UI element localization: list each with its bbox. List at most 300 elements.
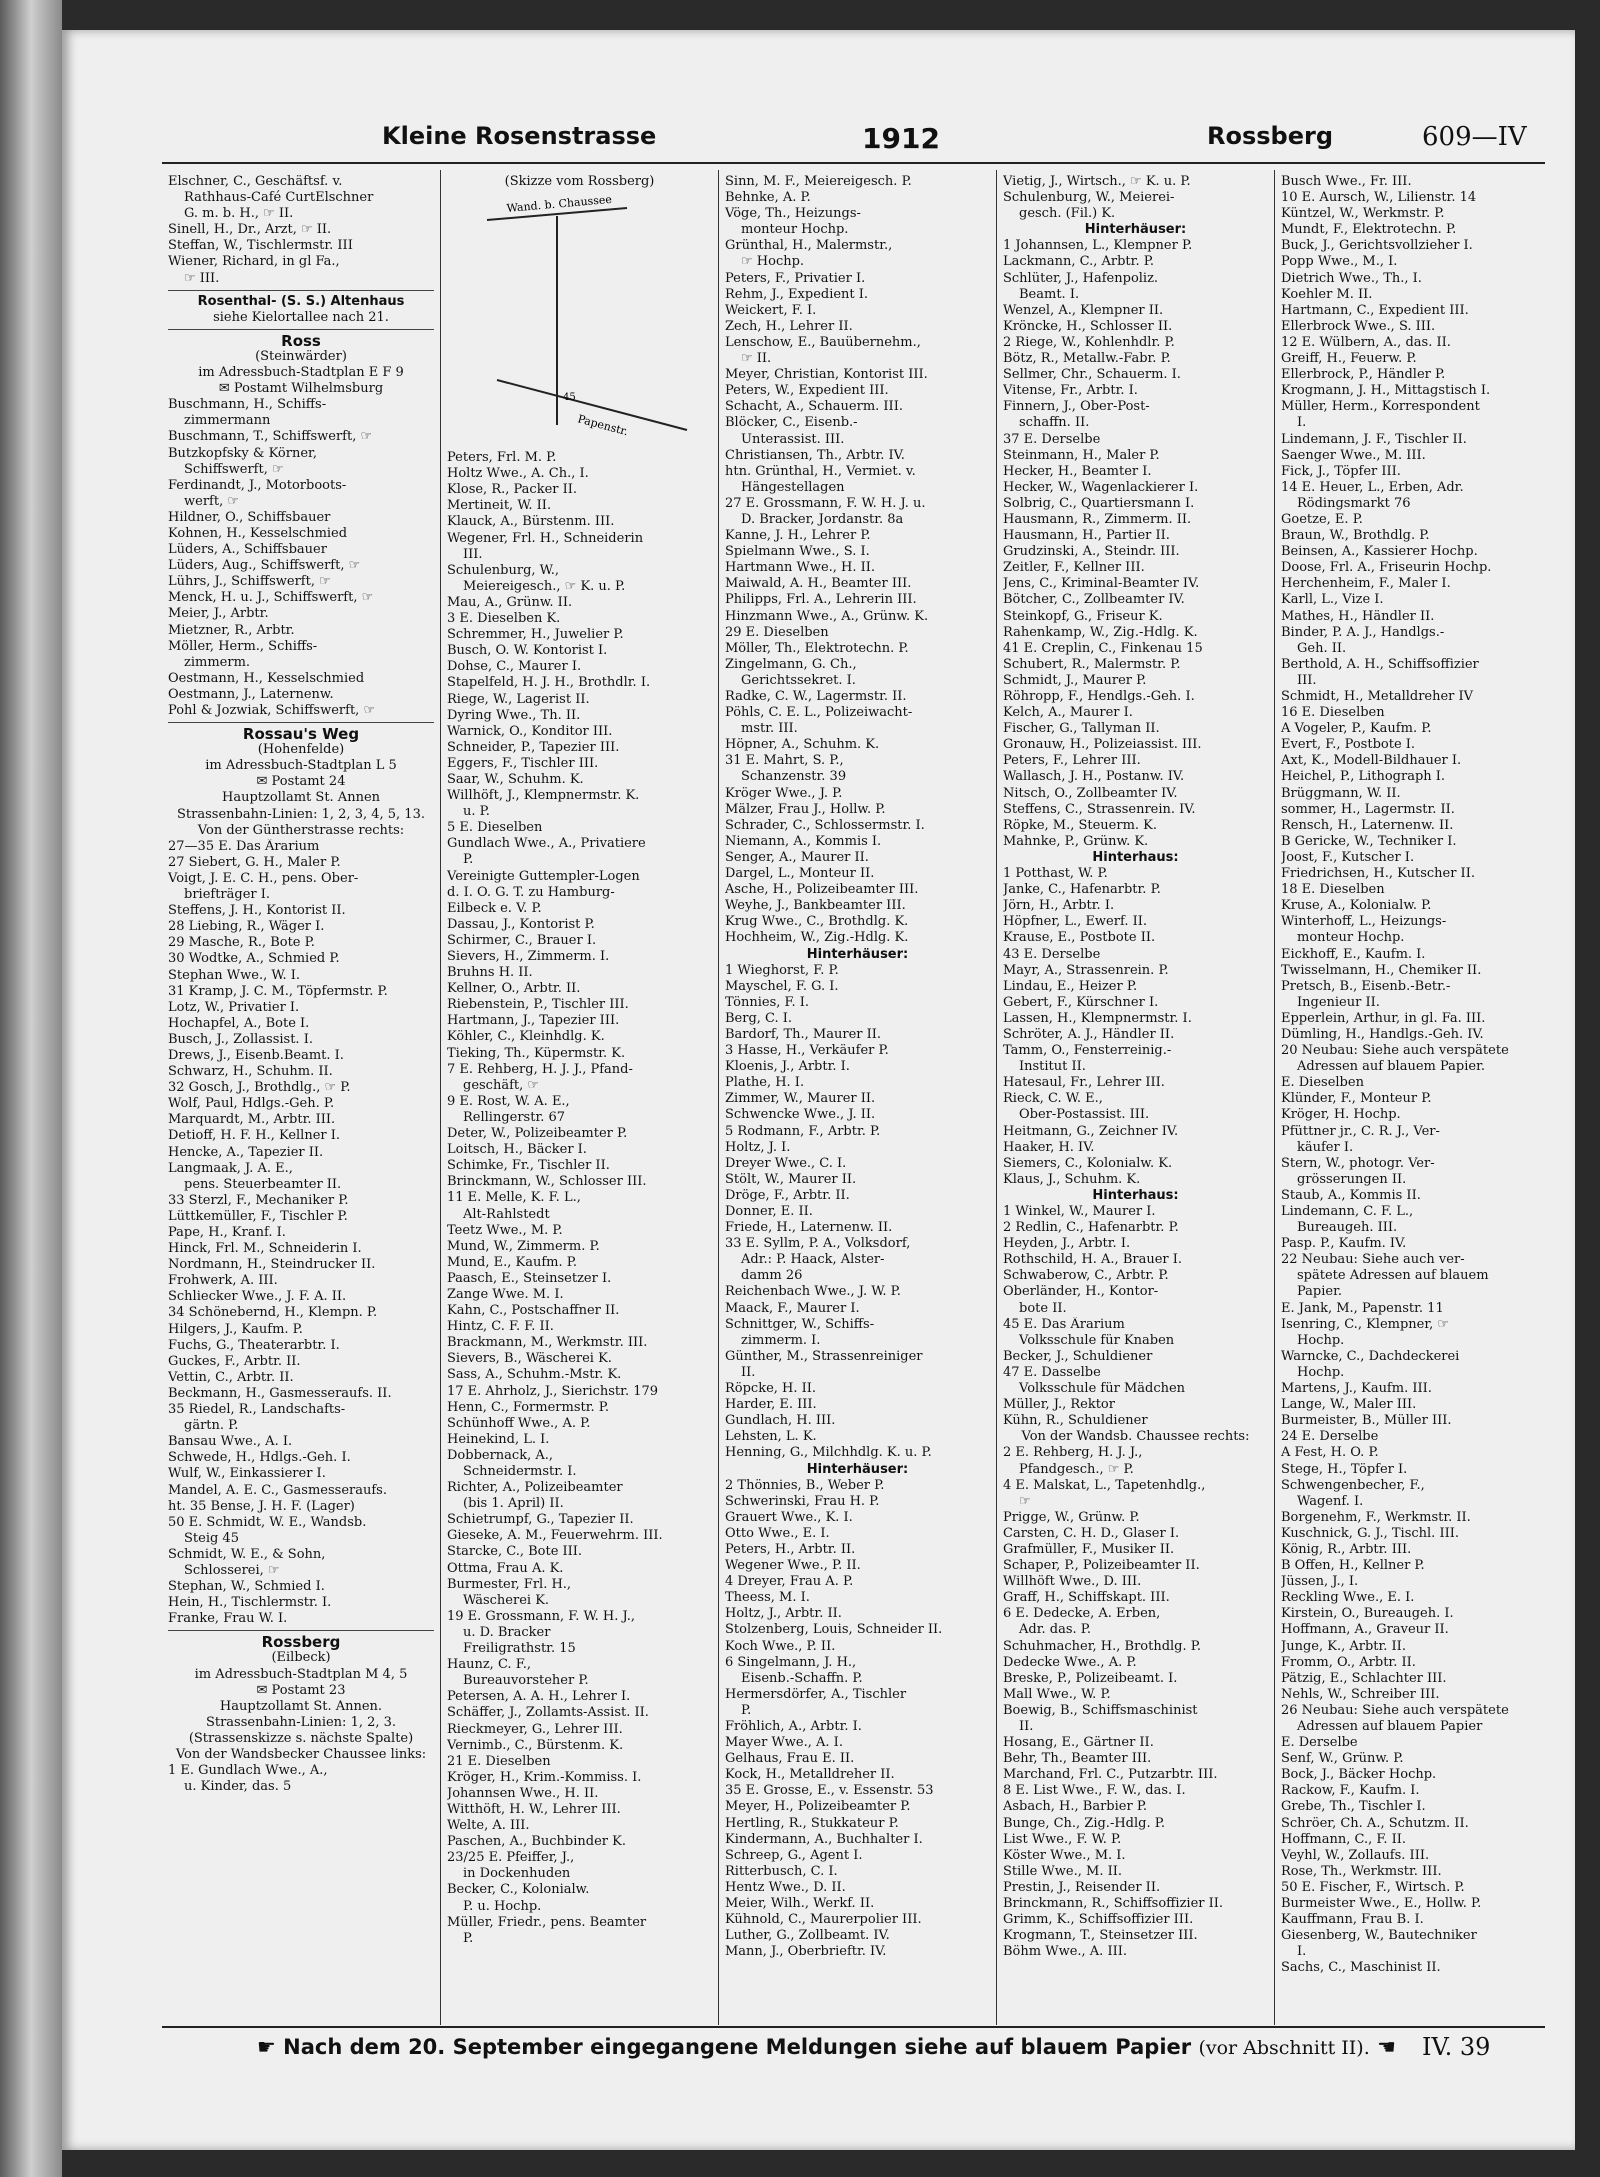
directory-entry: Otto Wwe., E. I. [725, 1525, 830, 1541]
directory-entry: Wagenf. I. [1297, 1493, 1364, 1509]
directory-entry: Klünder, F., Monteur P. [1281, 1091, 1432, 1107]
directory-entry: Kröger, H. Hochp. [1281, 1107, 1401, 1123]
directory-entry: Schmidt, J., Maurer P. [1003, 672, 1147, 688]
directory-entry: 29 Masche, R., Bote P. [168, 935, 315, 951]
directory-entry: Warnick, O., Konditor III. [447, 723, 613, 739]
directory-entry: Steig 45 [184, 1530, 239, 1546]
directory-entry: 3 E. Dieselben K. [447, 611, 561, 627]
directory-entry: Meier, J., Arbtr. [168, 606, 269, 622]
directory-entry: Ellerbrock, P., Händler P. [1281, 367, 1446, 383]
directory-entry: Harder, E. III. [725, 1397, 817, 1413]
directory-entry: htn. Grünthal, H., Vermiet. v. [725, 463, 916, 479]
directory-entry: damm 26 [741, 1268, 803, 1284]
directory-entry: Schwencke Wwe., J. II. [725, 1107, 876, 1123]
directory-entry: Wulf, W., Einkassierer I. [168, 1466, 326, 1482]
directory-entry: Kohnen, H., Kesselschmied [168, 525, 348, 541]
directory-entry: 45 E. Das Ärarium [1003, 1316, 1125, 1332]
directory-entry: II. [1019, 1719, 1034, 1734]
directory-entry: Meyer, Christian, Kontorist III. [725, 367, 928, 383]
directory-entry: 43 E. Derselbe [1003, 946, 1101, 962]
directory-entry: Schrader, C., Schlossermstr. I. [725, 817, 925, 833]
directory-entry: Hochp. [1297, 1364, 1345, 1380]
directory-entry: P. u. Hochp. [463, 1898, 542, 1914]
directory-entry: Grünthal, H., Malermstr., [725, 238, 893, 254]
directory-entry: Kanne, J. H., Lehrer P. [725, 528, 871, 544]
directory-entry: Menck, H. u. J., Schiffswerft, ☞ [168, 590, 374, 606]
directory-entry: Mathes, H., Händler II. [1281, 608, 1435, 624]
directory-entry: u. Kinder, das. 5 [184, 1779, 292, 1795]
directory-entry: ☞ [1019, 1493, 1031, 1509]
directory-entry: Butzkopfsky & Körner, [168, 445, 317, 461]
sketch-number: 45 [563, 392, 576, 404]
directory-entry: 47 E. Dasselbe [1003, 1364, 1101, 1380]
directory-entry: Reckling Wwe., E. I. [1281, 1590, 1415, 1606]
directory-entry: Senger, A., Maurer II. [725, 849, 869, 865]
directory-entry: Greiff, H., Feuerw. P. [1281, 351, 1417, 367]
directory-entry: Rellingerstr. 67 [463, 1109, 566, 1125]
directory-entry: Buschmann, H., Schiffs- [168, 397, 327, 413]
directory-entry: ht. 35 Bense, J. H. F. (Lager) [168, 1498, 355, 1514]
directory-entry: Mundt, F., Elektrotechn. P. [1281, 222, 1457, 238]
directory-entry: Mayschel, F. G. I. [725, 978, 839, 994]
directory-entry: III. [463, 546, 483, 562]
directory-entry: 1 Winkel, W., Maurer I. [1003, 1204, 1156, 1219]
directory-entry: Berthold, A. H., Schiffsoffizier [1281, 656, 1479, 672]
directory-entry: Tieking, Th., Küpermstr. K. [447, 1045, 626, 1061]
directory-entry: Franke, Frau W. I. [168, 1611, 288, 1627]
directory-entry: Ober-Postassist. III. [1019, 1107, 1150, 1123]
directory-entry: Geh. II. [1297, 640, 1347, 656]
directory-entry: Schlüter, J., Hafenpoliz. [1003, 270, 1159, 286]
directory-entry: Nordmann, H., Steindrucker II. [168, 1257, 376, 1273]
directory-entry: (Hohenfelde) [257, 742, 345, 758]
directory-entry: Steinkopf, G., Friseur K. [1003, 608, 1163, 624]
directory-entry: Mälzer, Frau J., Hollw. P. [725, 801, 886, 817]
directory-entry: Kuschnick, G. J., Tischl. III. [1281, 1525, 1459, 1541]
directory-entry: Willhöft Wwe., D. III. [1003, 1574, 1142, 1590]
directory-entry: Ellerbrock Wwe., S. III. [1281, 318, 1436, 334]
directory-entry: Dassau, J., Kontorist P. [447, 916, 595, 932]
directory-entry: Böhm Wwe., A. III. [1003, 1944, 1127, 1960]
directory-entry: 5 Rodmann, F., Arbtr. P. [725, 1123, 881, 1139]
directory-entry: Schulenburg, W., Meierei- [1003, 190, 1175, 206]
directory-entry: Epperlein, Arthur, in gl. Fa. III. [1281, 1010, 1486, 1026]
directory-entry: 16 E. Dieselben [1281, 705, 1385, 721]
directory-entry: Schietrumpf, G., Tapezier II. [447, 1512, 634, 1528]
directory-entry: Sachs, C., Maschinist II. [1281, 1960, 1441, 1976]
directory-entry: Petersen, A. A. H., Lehrer I. [447, 1689, 631, 1705]
directory-entry: 30 Wodtke, A., Schmied P. [168, 951, 340, 967]
directory-entry: Holtz, J. I. [725, 1139, 791, 1155]
directory-entry: Rieck, C. W. E., [1003, 1091, 1103, 1107]
directory-entry: Meyer, H., Polizeibeamter P. [725, 1799, 911, 1815]
directory-entry: Brackmann, M., Werkmstr. III. [447, 1335, 648, 1351]
directory-entry: Peters, F., Lehrer III. [1003, 753, 1141, 769]
directory-entry: Hecker, H., Beamter I. [1003, 463, 1152, 479]
directory-entry: Isenring, C., Klempner, ☞ [1281, 1316, 1450, 1332]
directory-entry: Elschner, C., Geschäftsf. v. [168, 174, 343, 189]
directory-entry: ☞ II. [741, 351, 772, 367]
directory-entry: Pasp. P., Kaufm. IV. [1281, 1236, 1407, 1252]
directory-entry: Koch Wwe., P. II. [725, 1638, 836, 1654]
directory-entry: Lüttkemüller, F., Tischler P. [168, 1208, 348, 1224]
directory-entry: Schremmer, H., Juwelier P. [447, 627, 624, 643]
directory-entry: zimmermann [184, 413, 271, 429]
directory-entry: Brinckmann, W., Schlosser III. [447, 1174, 647, 1190]
directory-entry: gärtn. P. [184, 1418, 239, 1434]
pointing-hand-icon: ☚ [1377, 2035, 1396, 2059]
directory-entry: käufer I. [1297, 1139, 1354, 1155]
directory-entry: Fick, J., Töpfer III. [1281, 463, 1401, 479]
directory-entry: Haaker, H. IV. [1003, 1139, 1095, 1155]
directory-entry: Hecker, W., Wagenlackierer I. [1003, 479, 1199, 495]
directory-entry: Voigt, J. E. C. H., pens. Ober- [168, 870, 359, 886]
directory-entry: briefträger I. [184, 887, 271, 903]
directory-entry: Röpke, M., Steuerm. K. [1003, 817, 1158, 833]
directory-entry: Sellmer, Chr., Schauerm. I. [1003, 367, 1181, 383]
section-heading: Rossau's Weg [242, 726, 360, 743]
directory-entry: Hauptzollamt St. Annen [221, 790, 381, 806]
directory-entry: Freiligrathstr. 15 [463, 1641, 576, 1657]
directory-entry: Schröter, A. J., Händler II. [1003, 1026, 1175, 1042]
directory-entry: Boewig, B., Schiffsmaschinist [1003, 1702, 1198, 1718]
directory-entry: monteur Hochp. [1297, 930, 1405, 946]
directory-entry: Luther, G., Zollbeamt. IV. [725, 1928, 890, 1944]
directory-entry: Wallasch, J. H., Postanw. IV. [1003, 769, 1185, 785]
directory-entry: Hinzmann Wwe., A., Grünw. K. [725, 608, 929, 624]
directory-entry: Rieckmeyer, G., Lehrer III. [447, 1721, 623, 1737]
directory-entry: Goetze, E. P. [1281, 511, 1363, 527]
directory-entry: Vereinigte Guttempler-Logen [447, 868, 640, 884]
directory-entry: Fuchs, G., Theaterarbtr. I. [168, 1337, 340, 1353]
directory-entry: 34 Schönebernd, H., Klempn. P. [168, 1305, 378, 1321]
page-header [162, 122, 1545, 162]
directory-entry: Schanzenstr. 39 [741, 769, 847, 785]
directory-entry: Starcke, C., Bote III. [447, 1544, 583, 1560]
directory-entry: Höpfner, L., Ewerf. II. [1003, 914, 1147, 930]
directory-entry: Zange Wwe. M. I. [447, 1286, 564, 1302]
directory-entry: Hochp. [1297, 1332, 1345, 1348]
directory-entry: Steffan, W., Tischlermstr. III [168, 238, 353, 254]
directory-entry: E. Jank, M., Papenstr. 11 [1281, 1300, 1444, 1316]
directory-entry: Heyden, J., Arbtr. I. [1003, 1236, 1131, 1252]
directory-entry: Mall Wwe., W. P. [1003, 1686, 1111, 1702]
directory-entry: Rackow, F., Kaufm. I. [1281, 1783, 1420, 1799]
directory-entry: Mandel, A. E. C., Gasmesseraufs. [168, 1482, 387, 1498]
directory-entry: Burmeister Wwe., E., Hollw. P. [1281, 1896, 1482, 1912]
directory-entry: Niemann, A., Kommis I. [725, 833, 882, 849]
directory-entry: Hildner, O., Schiffsbauer [168, 509, 331, 525]
header-rule [162, 162, 1545, 164]
directory-entry: 5 E. Dieselben [447, 820, 543, 836]
directory-entry: Pfandgesch., ☞ P. [1019, 1461, 1134, 1477]
section-heading: Rossberg [261, 1634, 341, 1651]
directory-entry: sommer, H., Lagermstr. II. [1281, 801, 1455, 817]
directory-entry: Fromm, O., Arbtr. II. [1281, 1654, 1416, 1670]
directory-entry: 4 E. Malskat, L., Tapetenhdlg., [1003, 1477, 1206, 1493]
directory-entry: (Steinwärder) [255, 348, 347, 364]
directory-entry: Schwaberow, C., Arbtr. P. [1003, 1268, 1169, 1284]
directory-entry: Möller, Th., Elektrotechn. P. [725, 640, 909, 656]
directory-entry: zimmerm. I. [741, 1332, 821, 1348]
directory-entry: im Adressbuch-Stadtplan M 4, 5 [194, 1666, 408, 1682]
directory-entry: 41 E. Creplin, C., Finkenau 15 [1003, 640, 1203, 656]
directory-entry: G. m. b. H., ☞ II. [184, 206, 294, 222]
directory-entry: Wenzel, A., Klempner II. [1003, 302, 1164, 318]
directory-entry: Hein, H., Tischlermstr. I. [168, 1595, 332, 1611]
directory-entry: Dedecke Wwe., A. P. [1003, 1654, 1137, 1670]
header-page-number: 609—IV [1422, 122, 1527, 152]
directory-entry: Hilgers, J., Kaufm. P. [168, 1321, 303, 1337]
directory-entry: Kellner, O., Arbtr. II. [447, 981, 581, 997]
directory-entry: Asche, H., Polizeibeamter III. [725, 882, 919, 898]
directory-entry: A Fest, H. O. P. [1281, 1445, 1379, 1461]
directory-entry: Schäffer, J., Zollamts-Assist. II. [447, 1705, 649, 1721]
directory-entry: Behr, Th., Beamter III. [1003, 1751, 1152, 1767]
directory-entry: Marquardt, M., Arbtr. III. [168, 1112, 336, 1128]
directory-entry: Hentz Wwe., D. II. [725, 1879, 846, 1895]
directory-entry: Klaus, J., Schuhm. K. [1003, 1171, 1141, 1187]
directory-entry: ✉ Postamt Wilhelmsburg [218, 381, 384, 397]
directory-entry: Schmidt, W. E., & Sohn, [168, 1546, 326, 1562]
directory-entry: 31 E. Mahrt, S. P., [725, 753, 844, 769]
directory-entry: Janke, C., Hafenarbtr. P. [1003, 882, 1161, 898]
directory-entry: Höpner, A., Schuhm. K. [725, 737, 880, 753]
directory-entry: Becker, J., Schuldiener [1003, 1348, 1153, 1364]
directory-entry: 27 Siebert, G. H., Maler P. [168, 854, 341, 870]
directory-entry: Busch Wwe., Fr. III. [1281, 174, 1412, 189]
directory-entry: Braun, W., Brothdlg. P. [1281, 528, 1430, 544]
directory-entry: Becker, C., Kolonialw. [447, 1882, 590, 1898]
directory-entry: 1 Potthast, W. P. [1003, 866, 1108, 882]
directory-entry: Staub, A., Kommis II. [1281, 1187, 1421, 1203]
section-divider [168, 329, 434, 330]
directory-entry: I. [1297, 415, 1307, 431]
directory-entry: Brüggmann, W. II. [1281, 785, 1401, 801]
directory-entry: P. [463, 1930, 474, 1946]
directory-entry: mstr. III. [741, 721, 798, 737]
directory-entry: Oberländer, H., Kontor- [1003, 1284, 1159, 1300]
directory-entry: Alt-Rahlstedt [463, 1206, 550, 1222]
directory-entry: Lenschow, E., Bauübernehm., [725, 334, 921, 350]
directory-entry: Nitsch, O., Zollbeamter IV. [1003, 785, 1178, 801]
directory-entry: Bureauvorsteher P. [463, 1673, 589, 1689]
directory-entry: Krogmann, J. H., Mittagstisch I. [1281, 383, 1491, 399]
directory-entry: 50 E. Schmidt, W. E., Wandsb. [168, 1514, 367, 1530]
directory-entry: Rose, Th., Werkmstr. III. [1281, 1863, 1442, 1879]
directory-entry: 20 Neubau: Siehe auch verspätete [1281, 1043, 1509, 1059]
directory-entry: Schmidt, H., Metalldreher IV [1281, 689, 1474, 704]
directory-entry: Adressen auf blauem Papier. [1297, 1059, 1485, 1075]
directory-entry: Heitmann, G., Zeichner IV. [1003, 1123, 1179, 1139]
directory-entry: Hauptzollamt St. Annen. [219, 1698, 383, 1714]
directory-entry: Radke, C. W., Lagermstr. II. [725, 689, 907, 704]
directory-entry: Krug Wwe., C., Brothdlg. K. [725, 914, 909, 930]
directory-entry: Ottma, Frau A. K. [447, 1560, 564, 1576]
directory-entry: E. Derselbe [1281, 1735, 1358, 1751]
directory-entry: 35 E. Grosse, E., v. Essenstr. 53 [725, 1783, 934, 1799]
footer-page-number: IV. 39 [1422, 2033, 1491, 2061]
directory-entry: Mund, E., Kaufm. P. [447, 1254, 578, 1270]
directory-entry: B Offen, H., Kellner P. [1281, 1558, 1425, 1574]
directory-entry: Lange, W., Maler III. [1281, 1397, 1417, 1413]
directory-entry: 19 E. Grossmann, F. W. H. J., [447, 1608, 635, 1624]
pointing-hand-icon: ☛ [257, 2035, 284, 2059]
directory-entry: Donner, E. II. [725, 1204, 813, 1219]
directory-entry: Stölt, W., Maurer II. [725, 1171, 857, 1187]
directory-entry: Martens, J., Kaufm. III. [1281, 1381, 1432, 1397]
directory-entry: Schuhmacher, H., Brothdlg. P. [1003, 1638, 1202, 1654]
directory-entry: Pfüttner jr., C. R. J., Ver- [1281, 1123, 1440, 1139]
directory-entry: werft, ☞ [184, 493, 239, 509]
directory-entry: Hencke, A., Tapezier II. [168, 1144, 324, 1160]
directory-entry: Lackmann, C., Arbtr. P. [1003, 254, 1154, 270]
directory-entry: Axt, K., Modell-Bildhauer I. [1281, 753, 1462, 769]
directory-entry: Wolf, Paul, Hdlgs.-Geh. P. [168, 1096, 335, 1112]
directory-entry: Ferdinandt, J., Motorboots- [168, 477, 347, 493]
directory-entry: Stephan, W., Schmied I. [168, 1579, 325, 1595]
directory-entry: Hausmann, R., Zimmerm. II. [1003, 511, 1192, 527]
directory-entry: Schiffswerft, ☞ [184, 461, 284, 477]
directory-entry: Oestmann, J., Laternenw. [168, 686, 334, 702]
directory-entry: P. [463, 852, 474, 868]
directory-entry: B Gericke, W., Techniker I. [1281, 833, 1457, 849]
directory-entry: Adr. das. P. [1019, 1622, 1092, 1638]
directory-entry: Vernimb., C., Bürstenm. K. [447, 1737, 624, 1753]
directory-entry: Weickert, F. I. [725, 302, 817, 318]
directory-entry: Bock, J., Bäcker Hochp. [1281, 1767, 1437, 1783]
directory-entry: Günther, M., Strassenreiniger [725, 1348, 923, 1364]
directory-entry: 6 Singelmann, J. H., [725, 1654, 857, 1670]
directory-entry: Schwede, H., Hdlgs.-Geh. I. [168, 1450, 351, 1466]
directory-entry: Philipps, Frl. A., Lehrerin III. [725, 592, 917, 608]
directory-entry: Paasch, E., Steinsetzer I. [447, 1270, 612, 1286]
directory-entry: 50 E. Fischer, F., Wirtsch. P. [1281, 1879, 1465, 1895]
directory-entry: List Wwe., F. W. P. [1003, 1831, 1122, 1847]
directory-entry: Bunge, Ch., Zig.-Hdlg. P. [1003, 1815, 1165, 1831]
directory-entry: Vitense, Fr., Arbtr. I. [1003, 383, 1138, 399]
directory-entry: Rahenkamp, W., Zig.-Hdlg. K. [1003, 624, 1198, 640]
directory-entry: Hoffmann, C., F. II. [1281, 1831, 1407, 1847]
directory-entry: 2 Redlin, C., Hafenarbtr. P. [1003, 1220, 1179, 1236]
directory-entry: Dietrich Wwe., Th., I. [1281, 270, 1422, 286]
directory-entry: Kindermann, A., Buchhalter I. [725, 1831, 923, 1847]
directory-entry: Lindemann, J. F., Tischler II. [1281, 431, 1467, 447]
directory-entry: Müller, Herm., Korrespondent [1281, 399, 1480, 415]
directory-entry: Meiereigesch., ☞ K. u. P. [463, 578, 626, 594]
section-heading: Rosenthal- (S. S.) Altenhaus [197, 293, 405, 309]
directory-entry: Möller, Herm., Schiffs- [168, 638, 318, 654]
directory-entry: Mau, A., Grünw. II. [447, 594, 573, 610]
directory-entry: 18 E. Dieselben [1281, 882, 1385, 898]
directory-entry: Blöcker, C., Eisenb.- [725, 415, 858, 431]
directory-entry: im Adressbuch-Stadtplan L 5 [205, 758, 397, 774]
directory-entry: pens. Steuerbeamter II. [184, 1176, 342, 1192]
directory-entry: 23/25 E. Pfeiffer, J., [447, 1850, 575, 1866]
directory-entry: Giesenberg, W., Bautechniker [1281, 1928, 1477, 1944]
directory-entry: Eickhoff, E., Kaufm. I. [1281, 946, 1426, 962]
directory-entry: Welte, A. III. [447, 1818, 530, 1834]
column-2 [440, 170, 718, 2025]
directory-entry: 21 E. Dieselben [447, 1753, 551, 1769]
directory-entry: Nehls, W., Schreiber III. [1281, 1686, 1440, 1702]
column-3 [718, 170, 996, 2025]
directory-entry: Grebe, Th., Tischler I. [1281, 1799, 1426, 1815]
directory-entry: Strassenbahn-Linien: 1, 2, 3. [205, 1714, 397, 1730]
footer-note: (vor Abschnitt II). [1198, 2037, 1370, 2059]
section-heading: Hinterhäuser: [806, 946, 909, 962]
columns [162, 170, 1552, 2025]
section-heading: Hinterhäuser: [1084, 222, 1187, 238]
section-heading: Hinterhaus: [1092, 849, 1179, 865]
directory-entry: 1 Johannsen, L., Klempner P. [1003, 238, 1193, 254]
directory-entry: 22 Neubau: Siehe auch ver- [1281, 1252, 1465, 1268]
directory-entry: Röhropp, F., Hendlgs.-Geh. I. [1003, 689, 1195, 704]
directory-entry: Fischer, G., Tallyman II. [1003, 721, 1160, 737]
directory-entry: König, R., Arbtr. III. [1281, 1541, 1412, 1557]
directory-entry: Eisenb.-Schaffn. P. [741, 1670, 863, 1686]
directory-entry: 29 E. Dieselben [725, 624, 829, 640]
directory-entry: Kelch, A., Maurer I. [1003, 705, 1133, 721]
directory-entry: Schröer, Ch. A., Schutzm. II. [1281, 1815, 1469, 1831]
directory-entry: Wäscherei K. [463, 1592, 550, 1608]
sketch-label-top: Wand. b. Chaussee [506, 192, 613, 216]
directory-entry: Schliecker Wwe., J. F. A. II. [168, 1289, 347, 1305]
directory-entry: Sievers, H., Zimmerm. I. [447, 949, 610, 964]
directory-entry: Doose, Frl. A., Friseurin Hochp. [1281, 560, 1492, 576]
directory-entry: Behnke, A. P. [725, 190, 811, 206]
directory-entry: Saar, W., Schuhm. K. [447, 771, 584, 787]
directory-entry: ✉ Postamt 23 [256, 1682, 346, 1698]
directory-entry: Beinsen, A., Kassierer Hochp. [1281, 544, 1478, 560]
directory-entry: Maiwald, A. H., Beamter III. [725, 576, 912, 592]
directory-entry: Reichenbach Wwe., J. W. P. [725, 1284, 901, 1300]
directory-entry: III. [1297, 672, 1317, 688]
directory-entry: Köster Wwe., M. I. [1003, 1847, 1126, 1863]
directory-entry: Kröger, H., Krim.-Kommiss. I. [447, 1769, 642, 1785]
directory-entry: bote II. [1019, 1300, 1067, 1316]
directory-entry: Adressen auf blauem Papier [1297, 1719, 1483, 1734]
directory-entry: Gundlach, H. III. [725, 1413, 836, 1429]
directory-entry: Institut II. [1019, 1059, 1086, 1075]
directory-entry: Berg, C. I. [725, 1010, 793, 1026]
directory-entry: 33 Sterzl, F., Mechaniker P. [168, 1192, 349, 1208]
directory-entry: Graff, H., Schiffskapt. III. [1003, 1590, 1170, 1606]
directory-entry: Schulenburg, W., [447, 562, 560, 578]
directory-entry: 2 E. Rehberg, H. J. J., [1003, 1445, 1143, 1461]
directory-entry: Popp Wwe., M., I. [1281, 254, 1398, 270]
header-street-left: Kleine Rosenstrasse [382, 122, 657, 150]
directory-entry: Kühn, R., Schuldiener [1003, 1413, 1148, 1429]
directory-entry: Küntzel, W., Werkmstr. P. [1281, 206, 1445, 222]
section-divider [168, 1630, 434, 1631]
directory-entry: Dargel, L., Monteur II. [725, 866, 875, 882]
directory-entry: Hertling, R., Stukkateur P. [725, 1815, 899, 1831]
directory-entry: Holtz Wwe., A. Ch., I. [447, 466, 589, 482]
directory-entry: ✉ Postamt 24 [256, 774, 346, 790]
directory-entry: Bruhns H. II. [447, 965, 533, 981]
directory-entry: Asbach, H., Barbier P. [1003, 1799, 1148, 1815]
directory-entry: gesch. (Fil.) K. [1019, 206, 1116, 222]
directory-entry: Vietig, J., Wirtsch., ☞ K. u. P. [1003, 174, 1191, 189]
directory-entry: Hinck, Frl. M., Schneiderin I. [168, 1241, 362, 1257]
directory-entry: Carsten, C. H. D., Glaser I. [1003, 1525, 1180, 1541]
directory-entry: Henning, G., Milchhdlg. K. u. P. [725, 1445, 932, 1461]
directory-entry: Steinmann, H., Maler P. [1003, 447, 1160, 463]
directory-entry: Meier, Wilh., Werkf. II. [725, 1896, 875, 1912]
directory-entry: Dümling, H., Handlgs.-Geh. IV. [1281, 1026, 1484, 1042]
directory-entry: Sass, A., Schuhm.-Mstr. K. [447, 1367, 622, 1383]
